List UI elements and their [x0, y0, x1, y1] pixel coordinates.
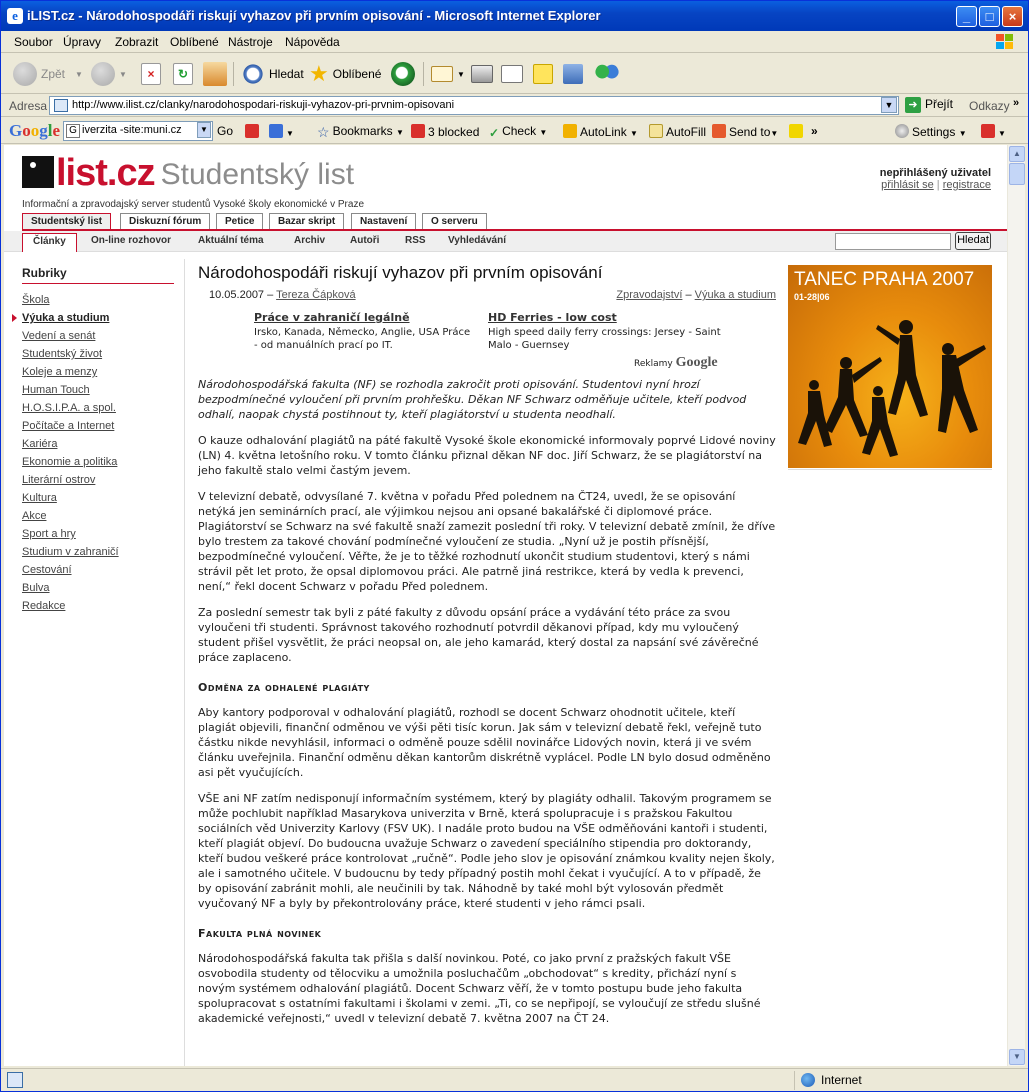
- sidebar-item-studium-v-zahranici[interactable]: Studium v zahraničí: [22, 546, 119, 558]
- column-divider: [184, 259, 185, 1066]
- vertical-scrollbar[interactable]: [1007, 145, 1025, 1066]
- menu-bar: [1, 31, 1028, 53]
- form-icon: [649, 124, 663, 138]
- close-button[interactable]: ×: [1002, 6, 1023, 27]
- links-button[interactable]: Odkazy: [969, 99, 1010, 113]
- blocked-icon: [411, 124, 425, 138]
- google-search-input[interactable]: [63, 121, 213, 141]
- highlighter-icon: [789, 124, 803, 138]
- toolbar-separator: [423, 62, 424, 86]
- chevron-down-icon: ▼: [119, 69, 127, 79]
- banner-dates: 01-28|06: [794, 292, 830, 302]
- print-button[interactable]: [471, 60, 497, 88]
- toolbar: [1, 54, 1028, 94]
- article-date: 10.05.2007: [209, 289, 265, 301]
- tab-o-serveru[interactable]: O serveru: [422, 213, 487, 230]
- google-logo[interactable]: Google: [9, 121, 61, 140]
- settings-icon: [895, 124, 909, 138]
- google-dropdown-icon[interactable]: ▼: [197, 122, 211, 138]
- note-icon: [533, 64, 553, 84]
- ads-by-google[interactable]: Reklamy Google: [634, 355, 718, 370]
- sidebar: [22, 266, 174, 615]
- popup-blocker-button[interactable]: 3 blocked: [411, 124, 479, 139]
- google-query-text: iverzita -site:muni.cz: [82, 124, 182, 136]
- article-paragraph: Aby kantory podporoval v odhalování plagiátů, rozhodl se docent Schwarz ohodnotit učitele, kteří plagiát objevili, finanční odměnou ve výši pěti tisíc korun. Jak sám v televizní debatě řekl, veřejně tuto částku nikde nevyhlásil, informaci o odměně pouze sdělil novinářce Lidových novin, která ji ve svém článku uveřejnila. Finanční odměnu děkan kantorům diskrétně vyplácel. Podle LN bylo dosud odměněno asi pět vyučujících.: [198, 706, 771, 779]
- site-brand-sub: Studentský list: [160, 158, 355, 191]
- subtab-autori[interactable]: Autoři: [350, 235, 380, 246]
- article-author-link[interactable]: Tereza Čápková: [276, 289, 356, 301]
- url-input[interactable]: [49, 96, 899, 115]
- bookmarks-button[interactable]: ☆ Bookmarks ▼: [317, 124, 404, 140]
- settings-button[interactable]: Settings ▼: [895, 124, 967, 139]
- star-icon: ★: [309, 61, 329, 86]
- sidebar-item-studentsky-zivot[interactable]: Studentský život: [22, 348, 103, 360]
- sidebar-item-vyuka-a-studium[interactable]: Výuka a studium: [22, 309, 174, 327]
- home-button[interactable]: [203, 60, 231, 88]
- forward-arrow-icon: [91, 62, 115, 86]
- zone-label: Internet: [821, 1073, 862, 1087]
- status-bar: [1, 1068, 1028, 1091]
- window-title: iLIST.cz - Národohospodáři riskují vyhazov při prvním opisování - Microsoft Internet Explorer: [27, 8, 601, 23]
- sidebar-item-human-touch[interactable]: Human Touch: [22, 384, 90, 396]
- address-label: Adresa: [9, 99, 48, 113]
- google-go-button[interactable]: Go: [217, 124, 234, 138]
- edit-button[interactable]: [501, 60, 527, 88]
- highlight-button[interactable]: [789, 124, 806, 139]
- tab-diskuzni-forum[interactable]: Diskuzní fórum: [120, 213, 210, 230]
- mail-button[interactable]: [431, 60, 465, 88]
- banner-title: TANEC PRAHA 2007: [794, 269, 975, 290]
- ad-item[interactable]: [254, 311, 476, 352]
- windows-logo-icon: [994, 32, 1016, 52]
- site-brand: list.cz: [56, 152, 155, 194]
- ad-block: [198, 311, 776, 373]
- menu-edit[interactable]: Úpravy: [63, 35, 102, 49]
- history-button[interactable]: [391, 60, 419, 88]
- send-icon: [712, 124, 726, 138]
- messenger-icon: [595, 62, 619, 86]
- sidebar-item-pocitace-a-internet[interactable]: Počítače a Internet: [22, 420, 115, 432]
- subtab-archiv[interactable]: Archiv: [294, 235, 326, 246]
- google-options-icon[interactable]: ▼: [269, 124, 294, 139]
- star-icon: ☆: [317, 124, 330, 140]
- article: [198, 263, 776, 1026]
- maximize-button[interactable]: □: [979, 6, 1000, 27]
- subtab-aktualni-tema[interactable]: Aktuální téma: [198, 235, 264, 246]
- refresh-icon: ↻: [173, 63, 193, 85]
- sidebar-item-bulva[interactable]: Bulva: [22, 582, 50, 594]
- site-search-input[interactable]: [835, 233, 951, 250]
- article-paragraph: V televizní debatě, odvysílané 7. května v pořadu Před polednem na ČT24, uvedl, že se opisování netýká jen seminárních prací, ale výjimkou nejsou ani opsané bakalářské či diplomové práce. Plagiátorství se Schwarz na své fakultě snaží zamezit poslední tři roky. V televizní debatě zmínil, že dříve bylo trestem za takové chování podmínečné vyloučení ze studia. „Nyní už je postih přísnější, bezpodmínečné vyloučení. Věřte, že je to těžké rozhodnutí ukončit studium studentovi, který s námi strávil pět let proto, že opsal diplomovou práci. Ale patrně jiná restrikce, která by vedla k prevenci, není,“ řekl docent Schwarz v pořadu Před polednem.: [198, 490, 776, 593]
- search-label: Hledat: [269, 67, 304, 81]
- tab-nastaveni[interactable]: Nastavení: [351, 213, 416, 230]
- category-link-vyuka[interactable]: Výuka a studium: [694, 289, 776, 301]
- sidebar-item-akce[interactable]: Akce: [22, 510, 47, 522]
- ad-title[interactable]: HD Ferries - low cost: [488, 311, 617, 324]
- sidebar-list: [22, 291, 174, 615]
- ilist-logo-mark: [22, 156, 54, 188]
- scroll-down-icon[interactable]: ▼: [1009, 1049, 1025, 1065]
- printer-icon: [471, 65, 493, 83]
- ad-text: High speed daily ferry crossings: Jersey - Saint Malo - Guernsey: [488, 327, 721, 351]
- tab-petice[interactable]: Petice: [216, 213, 263, 230]
- favorites-label: Oblíbené: [332, 67, 382, 81]
- security-zone[interactable]: [794, 1071, 1028, 1090]
- sidebar-item-hosipa[interactable]: H.O.S.I.P.A. a spol.: [22, 402, 116, 414]
- sidebar-item-cestovani[interactable]: Cestování: [22, 564, 72, 576]
- go-button[interactable]: [905, 97, 953, 113]
- menu-view[interactable]: Zobrazit: [115, 35, 159, 49]
- messenger-button[interactable]: [595, 60, 623, 88]
- sidebar-item-kultura[interactable]: Kultura: [22, 492, 57, 504]
- edit-page-icon: [501, 65, 523, 83]
- ie-icon: e: [7, 8, 23, 24]
- home-icon: [203, 62, 227, 86]
- forward-button[interactable]: [91, 60, 127, 88]
- back-arrow-icon: [13, 62, 37, 86]
- meta-dash: –: [267, 289, 274, 301]
- spellcheck-button[interactable]: ✓ Check ▼: [489, 124, 548, 140]
- sidebar-item-literarni-ostrov[interactable]: Literární ostrov: [22, 474, 96, 486]
- google-news-icon[interactable]: [245, 124, 262, 139]
- banner-divider: [788, 469, 992, 470]
- stop-button[interactable]: [141, 60, 165, 88]
- subtab-rss[interactable]: RSS: [405, 235, 426, 246]
- autofill-button[interactable]: AutoFill: [649, 124, 706, 139]
- login-link[interactable]: přihlásit se: [881, 179, 934, 191]
- user-links-separator: |: [936, 179, 940, 191]
- sidebar-item-skola[interactable]: Škola: [22, 294, 50, 306]
- go-label: Přejít: [925, 97, 954, 111]
- user-status: nepřihlášený uživatel: [879, 167, 991, 179]
- discuss-button[interactable]: [533, 60, 557, 88]
- site-logo[interactable]: [22, 152, 355, 194]
- check-icon: ✓: [489, 126, 500, 140]
- chevron-down-icon: ▼: [457, 69, 465, 79]
- research-button[interactable]: [563, 60, 587, 88]
- register-link[interactable]: registrace: [942, 179, 991, 191]
- menu-tools[interactable]: Nástroje: [228, 35, 273, 49]
- wand-icon: [563, 124, 577, 138]
- url-dropdown-icon[interactable]: ▼: [881, 97, 897, 113]
- title-bar: [1, 1, 1028, 31]
- article-meta: [198, 289, 776, 307]
- scroll-up-icon[interactable]: ▲: [1009, 146, 1025, 162]
- ad-text: Irsko, Kanada, Německo, Anglie, USA Práce - od manuálních prací po IT.: [254, 327, 471, 351]
- subtab-online-rozhovor[interactable]: On-line rozhovor: [91, 235, 171, 246]
- article-paragraph: O kauze odhalování plagiátů na páté fakultě Vysoké škole ekonomické informovaly poprvé Lidové noviny (LN) 4. května letošního roku. V tomto článku přiznal děkan NF doc. Jiří Schwarz, že se plagiátorství na jeho fakultě stalo velmi častým jevem.: [198, 434, 776, 477]
- back-label: Zpět: [41, 67, 66, 81]
- article-paragraph: Národohospodářská fakulta tak přišla s další novinkou. Poté, co jako první z pražských fakult VŠE osvobodila studenty od tělocviku a umožnila posluchačům „obchodovat“ s kredity, přichází nyní s novým systémem odhalování plagiátů. Docent Schwarz věří, že v tomto postupu bude jeho fakulta spolupracovat s ostatními fakultami i školami v zemi. „Ti, co se nepřipojí, se vyloučují ze středu slušné akademické veřejnosti,“ uvedl v televizní debatě 7. května 2007 na ČT 24.: [198, 952, 761, 1025]
- favorites-button[interactable]: [309, 60, 381, 88]
- content-viewport: [4, 145, 1007, 1066]
- google-extra-icon[interactable]: ▼: [981, 124, 1006, 139]
- sidebar-item-redakce[interactable]: Redakce: [22, 600, 66, 612]
- sidebar-item-kariera[interactable]: Kariéra: [22, 438, 58, 450]
- chevron-down-icon: ▼: [75, 69, 83, 79]
- google-toolbar: [1, 118, 1028, 144]
- minimize-button[interactable]: _: [956, 6, 977, 27]
- sidebar-item-ekonomie-a-politika[interactable]: Ekonomie a politika: [22, 456, 118, 468]
- article-paragraph: VŠE ani NF zatím nedisponují informačním systémem, který by plagiáty odhalil. Takovým programem se může pochlubit například Masarykova univerzita v Brně, která spolupracuje i s pražskou Fakultou sociálních věd Univerzity Karlovy (FSV UK). I nadále proto budou na VŠE odměňováni kantoři i studenti, kteří plagiát objeví. Do budoucna uvažuje Schwarz o zavedení speciálního stipendia pro doktorandy, kteří budou veškeré práce kontrolovat „ručně“. Podle jeho slov je opisování známkou kvality nejen školy, ale i samotného učitele. V budoucnu by tedy případný postih mohl čekat i vyučující. A to v případě, že by opisování zabránit mohli, ale neučinili by tak. Náhodně by také mohl být vylosován předmět vyučovaný NF a byly by překontrolovány práce, které studenti v jeho rámci psali.: [198, 792, 775, 910]
- address-bar: [1, 95, 1028, 117]
- history-icon: [391, 62, 415, 86]
- research-icon: [563, 64, 583, 84]
- globe-icon: [801, 1073, 815, 1087]
- toolbar-separator: [233, 62, 234, 86]
- search-button[interactable]: [241, 60, 304, 88]
- ad-title[interactable]: Práce v zahraničí legálně: [254, 311, 410, 324]
- sidebar-item-koleje-a-menzy[interactable]: Koleje a menzy: [22, 366, 98, 378]
- sendto-button[interactable]: Send to▼: [712, 124, 778, 139]
- page-icon: [54, 99, 68, 112]
- tab-studentsky-list[interactable]: Studentský list: [22, 213, 111, 230]
- menu-favorites[interactable]: Oblíbené: [170, 35, 219, 49]
- tab-bazar-skript[interactable]: Bazar skript: [269, 213, 344, 230]
- subtab-clanky[interactable]: Články: [22, 233, 77, 252]
- back-button[interactable]: [13, 60, 83, 88]
- menu-file[interactable]: Soubor: [14, 35, 53, 49]
- more-chevron-icon[interactable]: »: [811, 124, 818, 138]
- site-search-button[interactable]: Hledat: [955, 232, 991, 250]
- autolink-button[interactable]: AutoLink ▼: [563, 124, 638, 139]
- article-subheading: Odměna za odhalené plagiáty: [198, 681, 370, 694]
- page-status-icon: [7, 1072, 23, 1088]
- user-box: [880, 167, 991, 191]
- mail-icon: [431, 66, 453, 82]
- ad-item[interactable]: [488, 311, 728, 352]
- article-title: Národohospodáři riskují vyhazov při prvním opisování: [198, 263, 603, 282]
- article-paragraph: Za poslední semestr tak byli z páté fakulty z důvodu opsání práce a vydávání této práce za svou vyloučeni tři studenti. Správnost takového rozhodnutí potvrdil děkanovi případ, kdy mu vyloučený student přišel vysvětlit, že práci neopsal on, ale jeho kamarád, který dostal za napsání své závěrečné práce zaplaceno.: [198, 606, 759, 664]
- category-link-zpravodajstvi[interactable]: Zpravodajství: [616, 289, 683, 301]
- sidebar-heading: Rubriky: [22, 266, 174, 284]
- sidebar-item-sport-a-hry[interactable]: Sport a hry: [22, 528, 76, 540]
- url-text: http://www.ilist.cz/clanky/narodohospodari-riskuji-vyhazov-pri-prvnim-opisovani: [72, 99, 455, 111]
- subtab-vyhledavani[interactable]: Vyhledávání: [448, 235, 506, 246]
- article-subheading: Fakulta plná novinek: [198, 927, 322, 940]
- stop-icon: ×: [141, 63, 161, 85]
- scroll-thumb[interactable]: [1009, 163, 1025, 185]
- tanec-praha-banner[interactable]: [788, 265, 992, 468]
- search-icon: [241, 62, 265, 86]
- chevron-right-icon[interactable]: »: [1013, 97, 1020, 109]
- menu-help[interactable]: Nápověda: [285, 35, 340, 49]
- go-arrow-icon: ➜: [905, 97, 921, 113]
- refresh-button[interactable]: [173, 60, 197, 88]
- google-g-icon: G: [66, 124, 80, 138]
- article-lead: Národohospodářská fakulta (NF) se rozhodla zakročit proti opisování. Studentovi nyní hrozí bezpodmínečné vyloučení při prvním prohřešku. Děkan NF Schwarz odměňuje učitele, kteří podvod odhalí, naopak chystá postihnout ty, kteří plagiátorství u studenta neodhalí.: [198, 378, 747, 421]
- meta-dash: –: [685, 289, 692, 301]
- sidebar-item-vedeni-a-senat[interactable]: Vedení a senát: [22, 330, 96, 342]
- dancers-silhouette-icon: [788, 265, 992, 468]
- site-tagline: Informační a zpravodajský server studentů Vysoké školy ekonomické v Praze: [22, 199, 365, 210]
